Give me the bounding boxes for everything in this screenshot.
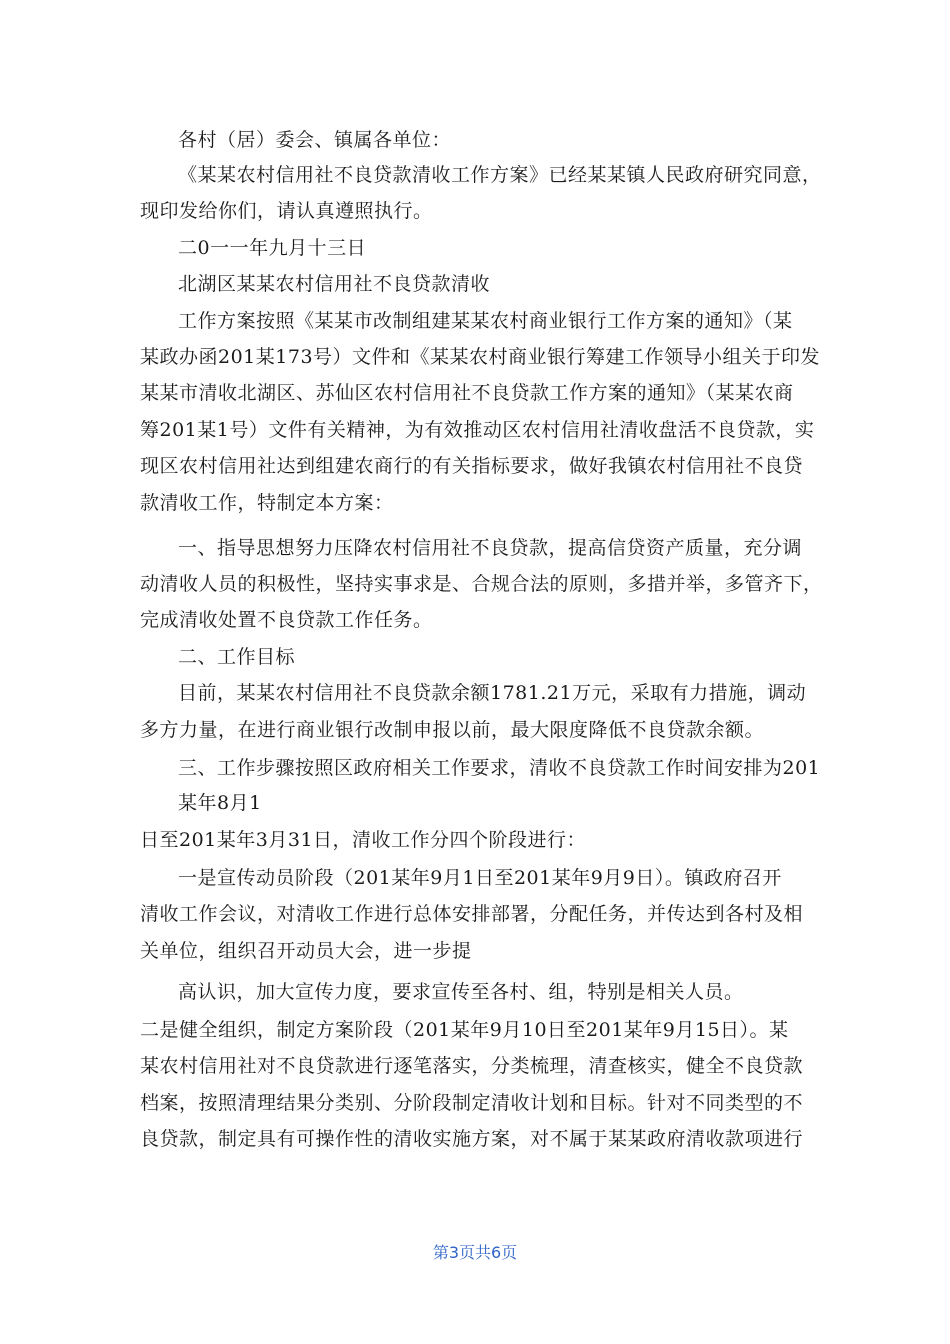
page-number-footer: 第3页共6页	[432, 1243, 518, 1262]
paragraph-line: 清收工作会议，对清收工作进行总体安排部署，分配任务，并传达到各村及相	[140, 903, 804, 925]
title-line: 北湖区某某农村信用社不良贷款清收	[178, 273, 491, 295]
paragraph-line: 关单位，组织召开动员大会，进一步提	[140, 940, 472, 962]
date-line: 二0一一年九月十三日	[178, 237, 367, 259]
paragraph-line: 现印发给你们，请认真遵照执行。	[140, 200, 433, 222]
paragraph-line: 完成清收处置不良贷款工作任务。	[140, 609, 433, 631]
paragraph-line: 档案，按照清理结果分类别、分阶段制定清收计划和目标。针对不同类型的不	[140, 1092, 804, 1114]
paragraph-line: 某年8月1	[178, 792, 262, 814]
paragraph-line: 某某市清收北湖区、苏仙区农村信用社不良贷款工作方案的通知》（某某农商	[140, 382, 794, 404]
paragraph-line: 一是宣传动员阶段（201某年9月1日至201某年9月9日）。镇政府召开	[178, 867, 782, 889]
section-heading-guiding-idea: 一、指导思想努力压降农村信用社不良贷款，提高信贷资产质量，充分调	[178, 537, 803, 559]
paragraph-line: 高认识，加大宣传力度，要求宣传至各村、组，特别是相关人员。	[178, 981, 744, 1003]
paragraph-line: 款清收工作，特制定本方案：	[140, 492, 394, 514]
paragraph-line: 动清收人员的积极性，坚持实事求是、合规合法的原则，多措并举，多管齐下，	[140, 573, 823, 595]
paragraph-line: 《某某农村信用社不良贷款清收工作方案》已经某某镇人民政府研究同意，	[178, 164, 822, 186]
paragraph-line: 目前，某某农村信用社不良贷款余额1781.21万元，采取有力措施，调动	[178, 682, 807, 704]
paragraph-line: 工作方案按照《某某市改制组建某某农村商业银行工作方案的通知》（某	[178, 310, 793, 332]
paragraph-line: 良贷款，制定具有可操作性的清收实施方案，对不属于某某政府清收款项进行	[140, 1128, 804, 1150]
paragraph-line: 现区农村信用社达到组建农商行的有关指标要求，做好我镇农村信用社不良贷	[140, 455, 804, 477]
paragraph-line: 某政办函201某173号）文件和《某某农村商业银行筹建工作领导小组关于印发	[140, 346, 821, 368]
paragraph-line: 筹201某1号）文件有关精神，为有效推动区农村信用社清收盘活不良贷款，实	[140, 419, 815, 441]
section-heading-work-steps: 三、工作步骤按照区政府相关工作要求，清收不良贷款工作时间安排为201	[178, 757, 821, 779]
paragraph-line: 多方力量，在进行商业银行改制申报以前，最大限度降低不良贷款余额。	[140, 719, 765, 741]
paragraph-line: 日至201某年3月31日，清收工作分四个阶段进行：	[140, 829, 587, 851]
section-heading-work-goal: 二、工作目标	[178, 646, 296, 668]
salutation: 各村（居）委会、镇属各单位：	[178, 129, 452, 151]
paragraph-line: 某农村信用社对不良贷款进行逐笔落实，分类梳理，清查核实，健全不良贷款	[140, 1055, 804, 1077]
paragraph-line: 二是健全组织，制定方案阶段（201某年9月10日至201某年9月15日）。某	[140, 1019, 789, 1041]
